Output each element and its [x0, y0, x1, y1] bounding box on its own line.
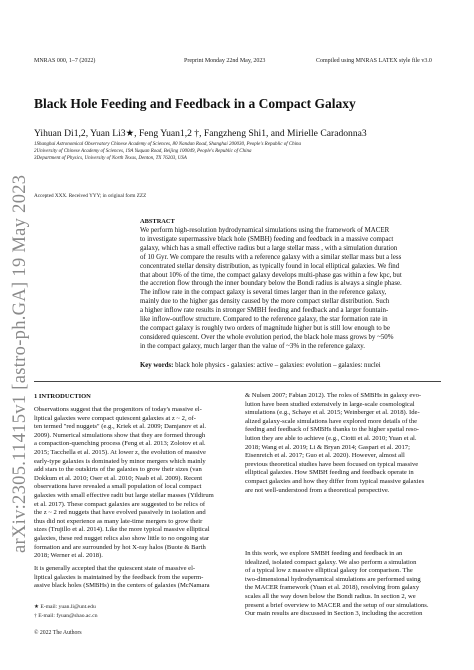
abstract-line: like inflow-outflow structure. Compared to the reference galaxy, the star formation rate in	[140, 316, 388, 324]
abstract-line: the compact galaxy is roughly two orders of magnitude higher but is still low enough to be	[140, 324, 390, 332]
text-line: Eisenreich et al. 2017; Guo et al. 2020). However, almost all	[245, 452, 405, 460]
compile-note: Compiled using MNRAS LATEX style file v3.0	[316, 58, 432, 64]
affiliation-1: 1Shanghai Astronomical Observatory Chinese Academy of Sciences, 80 Nandan Road, Shanghai 200030, People's Republic of China	[34, 142, 302, 147]
abstract-line: concentrated stellar density distribution, as typically found in local elliptical galaxies. We find	[140, 262, 400, 270]
text-line: idealized, isolated compact galaxy. We also perform a simulation	[245, 558, 417, 566]
text-line: 2018; Werner et al. 2018).	[34, 552, 103, 560]
keywords-label: Key words:	[140, 362, 174, 369]
text-line: of a typical low z massive elliptical galaxy for comparison. The	[245, 567, 413, 575]
text-line: It is generally accepted that the quiescent state of massive el-	[34, 565, 196, 572]
text-line: 2015; Tacchella et al. 2015). At lower z, the evolution of massive	[34, 448, 206, 456]
section-heading: 1 INTRODUCTION	[34, 393, 91, 400]
received-dates: Accepted XXX. Received YYY; in original form ZZZ	[34, 193, 147, 199]
text-line: compact galaxies and how they differ from typical massive galaxies	[245, 477, 425, 485]
abstract-line: that about 10% of the time, the compact galaxy develops multi-phase gas within a few kpc, but	[140, 271, 402, 279]
text-line: the MACER framework (Yuan et al. 2018), resolving from galaxy	[245, 584, 420, 592]
text-line: thus did not experience as many late-time mergers to grow their	[34, 517, 203, 525]
text-line: formation and are surrounded by hot X-ray halos (Buote & Barth	[34, 543, 206, 551]
text-line: liptical galaxies is maintained by the feedback from the superm-	[34, 573, 204, 581]
abstract-line: to investigate supermassive black hole (SMBH) feeding and feedback in a massive compact	[140, 235, 394, 243]
journal-ref: MNRAS 000, 1–7 (2022)	[34, 58, 96, 64]
text-line: & Nulsen 2007; Fabian 2012). The roles of SMBHs in galaxy evo-	[245, 392, 422, 399]
text-line: observations have revealed a small population of local compact	[34, 483, 202, 491]
section-divider	[34, 381, 441, 382]
text-line: ten termed "red nuggets" (e.g., Kriek et al. 2009; Damjanov et al.	[34, 423, 207, 431]
text-line: previous theoretical studies have been focused on typical massive	[245, 460, 419, 468]
text-line: In this work, we explore SMBH feeding and feedback in an	[245, 550, 403, 557]
abstract-body	[140, 227, 440, 352]
abstract-line: a higher inflow rate results in stronger SMBH feeding and feedback and a larger fountain-	[140, 307, 389, 315]
keywords-text: black hole physics - galaxies: active – galaxies: evolution – galaxies: nuclei	[175, 362, 381, 369]
text-line: assive black holes (SMBHs) in the centers of galaxies (McNamara	[34, 582, 210, 590]
text-line: elliptical galaxies. How SMBH feeding and feedback operate in	[245, 469, 414, 477]
intro-col2-para1	[245, 392, 443, 495]
abstract-line: The inflow rate in the compact galaxy is several times larger than in the reference galaxy,	[140, 289, 387, 297]
text-line: et al. 2017). These compact galaxies are suggested to be relics of	[34, 500, 206, 508]
abstract-line: considered quiescent. Over the whole evolution period, the black hole mass grows by ~50%	[140, 333, 394, 341]
text-line: simulations (e.g., Schaye et al. 2015; Weinberger et al. 2018). Ide-	[245, 409, 420, 417]
text-line: galaxies, these red nugget relics also show little to no ongoing star	[34, 534, 210, 542]
text-line: are not well-understood from a theoretical perspective.	[245, 486, 390, 494]
text-line: lution have been studied extensively in large-scale cosmological	[245, 400, 415, 408]
abstract-line: We perform high-resolution hydrodynamical simulations using the framework of MACER	[140, 227, 390, 234]
abstract-line: the accretion flow through the inner boundary below the Bondi radius is always a single phase.	[140, 280, 402, 288]
arxiv-id[interactable]: arXiv:2305.11415v1 [astro-ph.GA] 19 May 2023	[10, 174, 30, 553]
text-line: liptical galaxies were compact quiescent galaxies at z ~ 2, of-	[34, 414, 196, 422]
intro-col1-para2	[34, 565, 232, 591]
text-line: early-type galaxies is dominated by minor mergers which mainly	[34, 457, 206, 465]
text-line: alized galaxy-scale simulations have explored more details of the	[245, 417, 418, 425]
preprint-date: Preprint Monday 22nd May, 2023	[184, 58, 266, 64]
text-line: add stars to the outskirts of the galaxies to grow their sizes (van	[34, 466, 202, 474]
text-line: scales all the way down below the Bondi radius. In section 2, we	[245, 592, 416, 600]
text-line: Our main results are discussed in Section 3, including the accretion	[245, 610, 423, 618]
abstract-line: in the compact galaxy, much larger than the value of ~3% in the reference galaxy.	[140, 342, 366, 350]
affiliation-3: 3Department of Physics, University of North Texas, Denton, TX 76203, USA	[34, 156, 187, 161]
text-line: feeding and feedback of SMBHs thanks to the higher spatial reso-	[245, 426, 419, 434]
text-line: sizes (Trujillo et al. 2014). Like the more typical massive elliptical	[34, 526, 210, 534]
text-line: 2009). Numerical simulations show that they are formed through	[34, 431, 206, 439]
text-line: galaxies with small effective radii but large stellar masses (Yildirum	[34, 491, 214, 499]
intro-col1-para1	[34, 406, 232, 561]
abstract-line: mainly due to the higher gas density caused by the more compact stellar distribution. Such	[140, 298, 390, 306]
text-line: the z ~ 2 red nuggets that have evolved passively in isolation and	[34, 509, 206, 517]
footnote-email-1: ★ E-mail: yuan.li@unt.edu	[34, 604, 96, 610]
intro-col2-para2	[245, 550, 443, 619]
abstract-heading: ABSTRACT	[140, 218, 175, 225]
footnote-email-2: † E-mail: fyuan@shao.ac.cn	[34, 613, 98, 619]
text-line: a compaction-quenching process (Feng et al. 2013; Zolotov et al.	[34, 440, 206, 448]
text-line: Observations suggest that the progenitors of today's massive el-	[34, 406, 202, 413]
author-list: Yihuan Di1,2, Yuan Li3★, Feng Yuan1,2 †, Fangzheng Shi1, and Mirielle Caradonna3	[34, 128, 367, 139]
paper-title: Black Hole Feeding and Feedback in a Compact Galaxy	[34, 96, 356, 111]
text-line: Dokkum et al. 2010; Oser et al. 2010; Naab et al. 2009). Recent	[34, 474, 203, 482]
copyright: © 2022 The Authors	[34, 630, 82, 636]
text-line: two-dimensional hydrodynamical simulations are performed using	[245, 575, 421, 583]
affiliation-2: 2University of Chinese Academy of Sciences, 19A Yuquan Road, Beijing 100049, People's Republic of China	[34, 149, 252, 154]
abstract-line: of 10 Gyr. We compare the results with a reference galaxy with a similar stellar mass but a less	[140, 253, 402, 261]
text-line: 2018; Wang et al. 2019; Li & Bryan 2014; Gaspari et al. 2017;	[245, 443, 410, 451]
text-line: lution they are able to achieve (e.g., Ciotti et al. 2010; Yuan et al.	[245, 434, 417, 442]
text-line: present a brief overview to MACER and the setup of our simulations.	[245, 601, 429, 609]
keywords	[140, 362, 440, 369]
abstract-line: galaxy, which has a small effective radius but a large stellar mass , with a simulation duration	[140, 244, 398, 252]
